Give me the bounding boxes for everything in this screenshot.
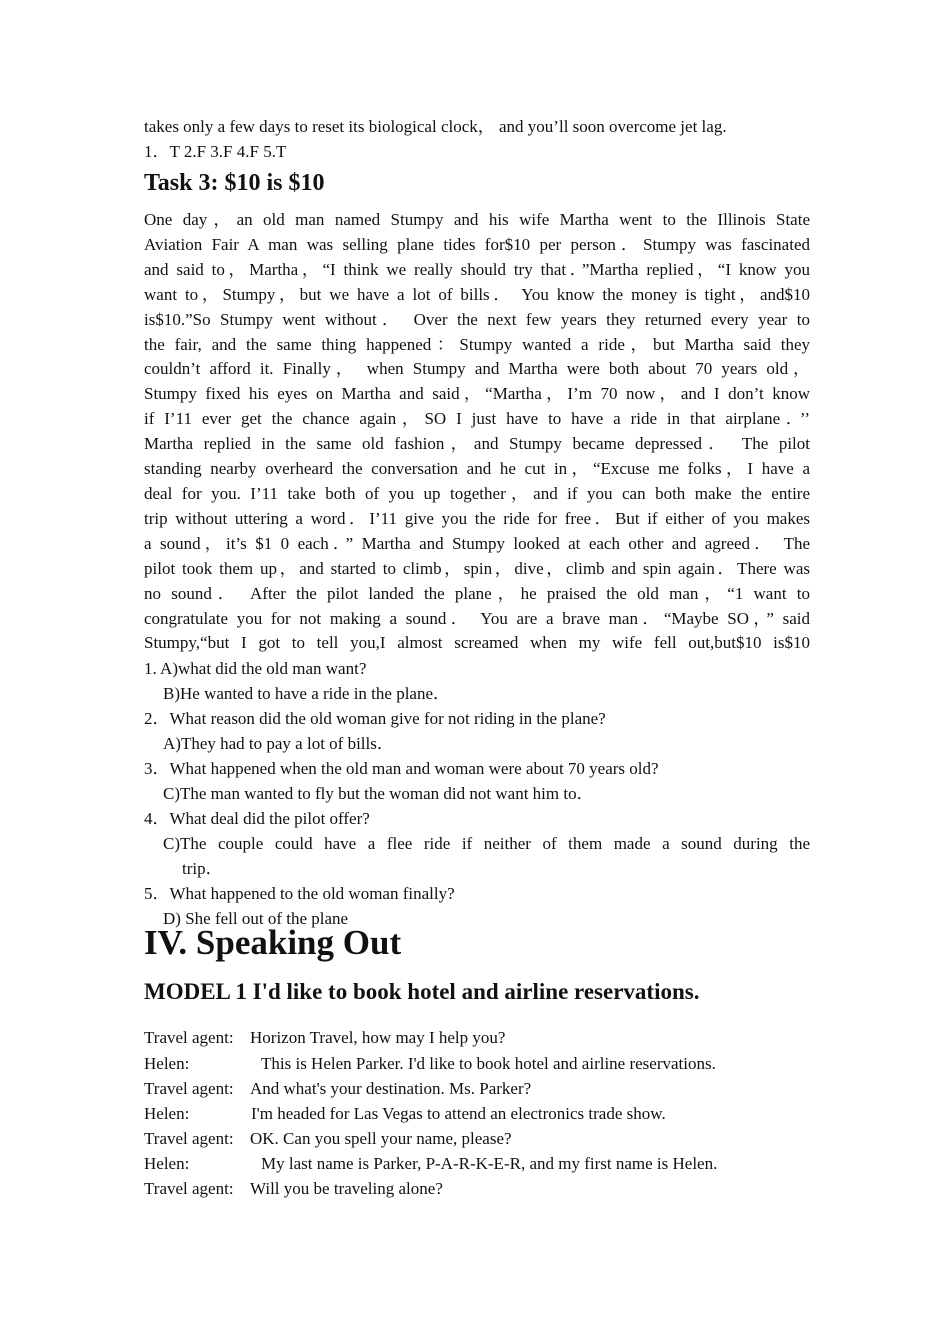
question-2: 2．What reason did the old woman give for not riding in the plane? xyxy=(144,709,606,729)
model-heading: MODEL 1 I'd like to book hotel and airline reservations. xyxy=(144,979,700,1005)
speaker-label: Helen: xyxy=(144,1154,190,1174)
speaker-label: Helen: xyxy=(144,1103,190,1123)
dialogue-line xyxy=(144,1076,810,1101)
story-line: Martha replied in the same old fashion，and Stumpy became depressed． The pilot xyxy=(144,434,810,454)
dialogue-line xyxy=(144,1126,810,1151)
speaker-label: Travel agent: xyxy=(144,1179,234,1199)
story-line: the fair, and the same thing happened：Stumpy wanted a ride，but Martha said they xyxy=(144,334,810,354)
utterance: Will you be traveling alone? xyxy=(250,1179,443,1199)
answer-3: C)The man wanted to fly but the woman did not want him to． xyxy=(163,784,594,804)
story-line: trip without uttering a word．I’11 give you the ride for free．But if either of you makes xyxy=(144,508,810,528)
task3-heading: Task 3: $10 is $10 xyxy=(144,170,325,196)
utterance: My last name is Parker, P-A-R-K-E-R, and my first name is Helen. xyxy=(261,1154,718,1174)
story-line: deal for you. I’11 take both of you up together，and if you can both make the entire xyxy=(144,483,810,503)
dialogue xyxy=(144,1025,810,1201)
story-line: no sound． After the pilot landed the plane，he praised the old man，“1 want to xyxy=(144,583,810,603)
answer-1: B)He wanted to have a ride in the plane． xyxy=(163,684,451,704)
story-line: a sound，it’s $1 0 each．” Martha and Stumpy looked at each other and agreed． The xyxy=(144,533,810,553)
speaker-label: Helen: xyxy=(144,1053,190,1073)
story-line: want to，Stumpy，but we have a lot of bills． You know the money is tight，and$10 xyxy=(144,284,810,304)
story-line: One day，an old man named Stumpy and his wife Martha went to the Illinois State xyxy=(144,210,810,229)
story-line: if I’11 ever get the chance again，SO I just have to have a ride in that airplane．’’ xyxy=(144,409,810,429)
dialogue-line xyxy=(144,1101,810,1126)
question-1: 1. A)what did the old man want? xyxy=(144,659,367,679)
story-line: pilot took them up，and started to climb，spin，dive，climb and spin again．There was xyxy=(144,558,810,578)
previous-passage-end: takes only a few days to reset its biological clock， and you’ll soon overcome jet lag. xyxy=(144,117,727,136)
dialogue-line xyxy=(144,1151,810,1176)
dialogue-line xyxy=(144,1176,810,1201)
dialogue-line xyxy=(144,1025,810,1050)
utterance: And what's your destination. Ms. Parker? xyxy=(250,1078,532,1098)
story-line: congratulate you for not making a sound． You are a brave man．“Maybe SO，” said xyxy=(144,608,810,628)
speaker-label: Travel agent: xyxy=(144,1129,234,1149)
answer-5: D) She fell out of the plane xyxy=(163,909,349,929)
story-line: Stumpy fixed his eyes on Martha and said，“Martha，I’m 70 now，and I don’t know xyxy=(144,384,810,404)
utterance: Horizon Travel, how may I help you? xyxy=(250,1028,506,1048)
task2-answer-key: 1．T 2.F 3.F 4.F 5.T xyxy=(144,142,287,161)
question-5: 5．What happened to the old woman finally? xyxy=(144,884,455,904)
answer-4: C)The couple could have a flee ride if neither of them made a sound during the xyxy=(163,834,810,854)
story-line: and said to，Martha，“I think we really should try that．”Martha replied，“I know you xyxy=(144,259,810,279)
task3-questions xyxy=(144,656,810,931)
utterance: I'm headed for Las Vegas to attend an electronics trade show. xyxy=(251,1103,666,1123)
utterance: This is Helen Parker. I'd like to book hotel and airline reservations. xyxy=(261,1053,716,1073)
story-line: couldn’t afford it. Finally， when Stumpy and Martha were both about 70 years old， xyxy=(144,359,810,379)
speaker-label: Travel agent: xyxy=(144,1078,234,1098)
speaking-out-heading: IV. Speaking Out xyxy=(144,923,402,963)
story-line: standing nearby overheard the conversation and he cut in，“Excuse me folks，I have a xyxy=(144,459,810,479)
utterance: OK. Can you spell your name, please? xyxy=(250,1129,512,1149)
speaker-label: Travel agent: xyxy=(144,1028,234,1048)
question-4: 4．What deal did the pilot offer? xyxy=(144,809,370,829)
story-line: Aviation Fair A man was selling plane tides for$10 per person．Stumpy was fascinated xyxy=(144,234,810,254)
story-line: Stumpy,“but I got to tell you,I almost screamed when my wife fell out,but$10 is$10 xyxy=(144,633,810,653)
question-3: 3．What happened when the old man and woman were about 70 years old? xyxy=(144,759,659,779)
dialogue-line xyxy=(144,1051,810,1076)
story-line: is$10.”So Stumpy went without． Over the next few years they returned every year to xyxy=(144,309,810,329)
answer-2: A)They had to pay a lot of bills． xyxy=(163,734,394,754)
answer-4-continued: trip． xyxy=(182,859,223,879)
document-page xyxy=(144,114,810,1202)
task3-story xyxy=(144,208,810,656)
